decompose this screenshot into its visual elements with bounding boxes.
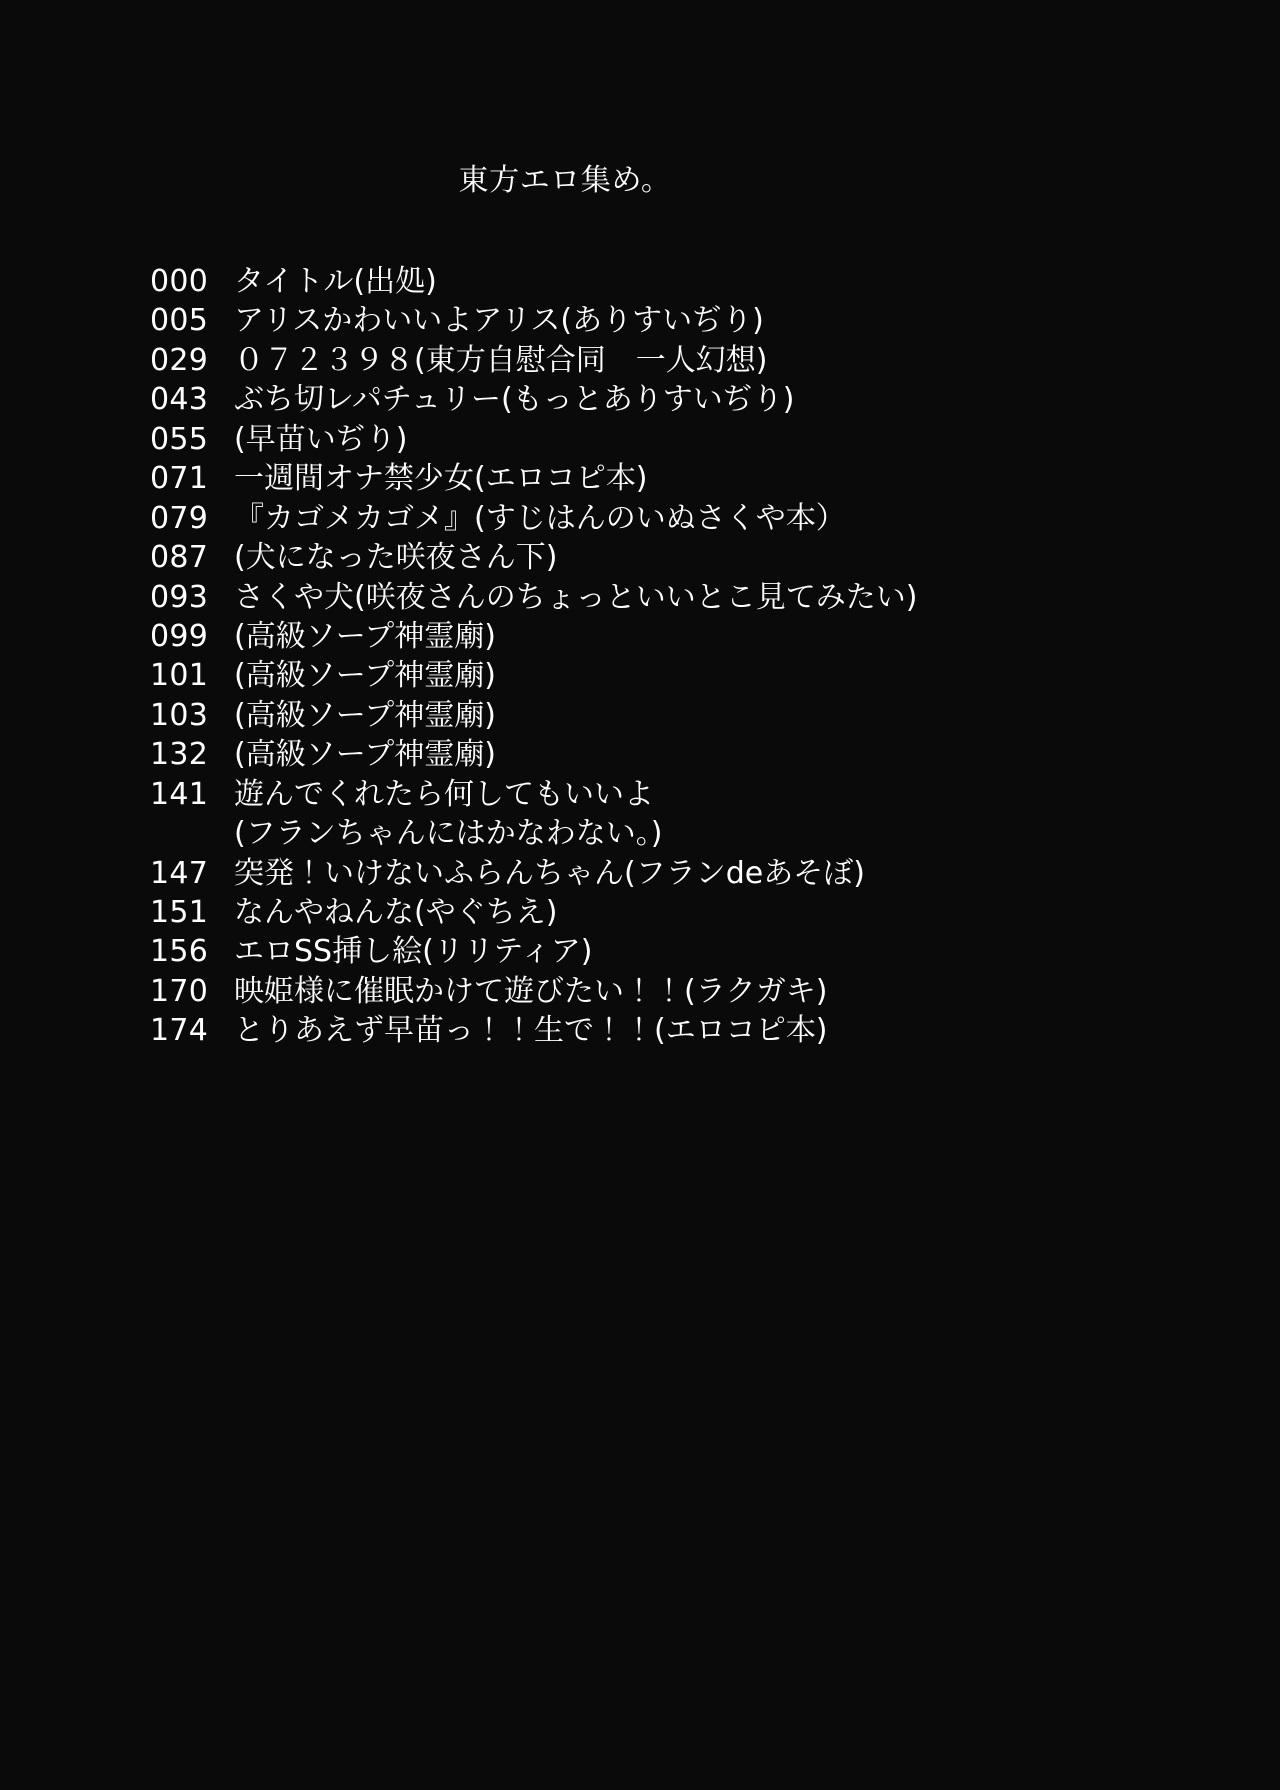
toc-page-number: 093 (150, 579, 209, 615)
toc-page-number: 103 (150, 697, 209, 733)
toc-page-number: 151 (150, 895, 209, 930)
toc-entry-label: 映姫様に催眠かけて遊びたい！！(ラクガキ) (234, 973, 828, 1009)
toc-entry (150, 656, 1150, 695)
toc-entry (150, 617, 1150, 656)
toc-entry (150, 578, 1150, 617)
toc-entry (150, 972, 1150, 1011)
toc-entry-label: ０７２３９８(東方自慰合同 一人幻想) (234, 342, 768, 378)
page-title: 東方エロ集め。 (458, 163, 672, 198)
toc-entry (150, 262, 1150, 301)
toc-entry-label: (犬になった咲夜さん下) (234, 540, 558, 576)
toc-entry (150, 735, 1150, 774)
toc-entry (150, 1011, 1150, 1050)
table-of-contents (150, 262, 1150, 1051)
toc-page-number: 005 (150, 303, 209, 339)
toc-page-number: 101 (150, 658, 209, 694)
toc-page-number: 141 (150, 776, 209, 812)
toc-entry-label: なんやねんな(やぐちえ) (234, 895, 558, 930)
toc-entry-label: (高級ソープ神霊廟) (234, 697, 496, 733)
toc-entry (150, 932, 1150, 971)
toc-entry (150, 341, 1150, 380)
toc-page-number: 170 (150, 973, 209, 1009)
toc-page-number: 079 (150, 500, 209, 536)
toc-entry (150, 696, 1150, 735)
toc-entry-label: とりあえず早苗っ！！生で！！(エロコピ本) (234, 1013, 828, 1049)
toc-entry-label: 一週間オナ禁少女(エロコピ本) (234, 461, 648, 497)
toc-entry-label: エロSS挿し絵(リリティア) (234, 934, 593, 970)
toc-entry-label: (高級ソープ神霊廟) (234, 618, 496, 654)
toc-page-number: 147 (150, 855, 209, 891)
toc-page-number: 000 (150, 264, 209, 299)
toc-entry-label: (高級ソープ神霊廟) (234, 658, 496, 694)
toc-entry-label: 遊んでくれたら何してもいいよ (234, 776, 654, 812)
toc-page-number: 156 (150, 934, 209, 970)
toc-entry-label: 突発！いけないふらんちゃん(フランdeあそぼ) (234, 855, 865, 891)
toc-entry-label: 『カゴメカゴメ』(すじはんのいぬさくや本） (234, 500, 846, 536)
toc-entry-label: (早苗いぢり) (234, 421, 408, 457)
toc-entry-label: (高級ソープ神霊廟) (234, 737, 496, 773)
toc-entry-label: タイトル(出処) (234, 264, 437, 299)
toc-entry (150, 893, 1150, 932)
toc-page-number: 132 (150, 737, 209, 773)
toc-entry-label-continuation: (フランちゃんにはかなわない。) (234, 816, 663, 852)
toc-page-number: 174 (150, 1013, 209, 1049)
toc-entry (150, 538, 1150, 577)
toc-page-number: 071 (150, 461, 209, 497)
toc-entry (150, 459, 1150, 498)
toc-entry (150, 420, 1150, 459)
toc-entry-label: アリスかわいいよアリス(ありすいぢり) (234, 303, 764, 339)
toc-entry (150, 301, 1150, 340)
toc-entry (150, 775, 1150, 854)
toc-page-number: 055 (150, 421, 209, 457)
toc-page-number: 087 (150, 540, 209, 576)
toc-page-number: 099 (150, 618, 209, 654)
toc-entry-label: ぶち切レパチュリー(もっとありすいぢり) (234, 382, 795, 418)
toc-entry (150, 380, 1150, 419)
toc-entry (150, 499, 1150, 538)
toc-entry (150, 854, 1150, 893)
toc-page-number: 043 (150, 382, 209, 418)
toc-entry-label: さくや犬(咲夜さんのちょっといいとこ見てみたい) (234, 579, 918, 615)
toc-page-number: 029 (150, 342, 209, 378)
